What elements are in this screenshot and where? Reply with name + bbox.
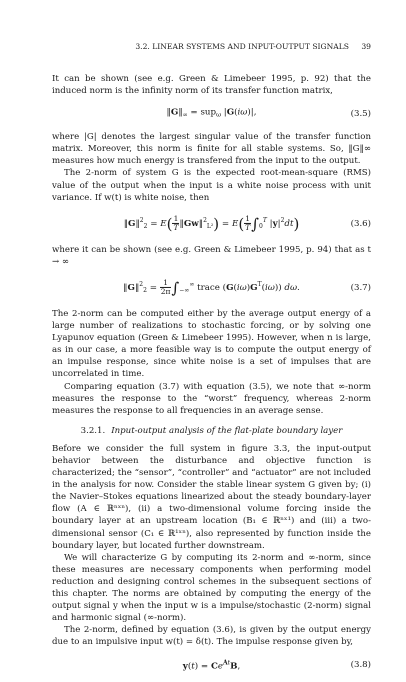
paragraph: It can be shown (see e.g. Green & Limebeer 1995, p. 92) that the induced norm is the infinity norm of its transfer function matrix,	[52, 74, 371, 97]
running-header	[52, 41, 371, 53]
equation-3-8	[52, 648, 371, 682]
equation-number: (3.5)	[350, 109, 371, 120]
paragraph: We will characterize G by computing its 2-norm and ∞-norm, since these measures are necessary components when performing model reduction and designing control schemes in the subsequent sections of this chapter. The norms are obtained by computing the energy of the output signal y when the input w is a impulse/stochastic (2-norm) signal and harmonic signal (∞-norm).	[52, 552, 371, 624]
equation-expression: ‖G‖$^2_2$ = E( $\frac{1}{T}$ ‖Gw‖$^2_{L^2}$) = E( $\frac{1}{T}$ $\int_0^T$ $|y|^2dt$)	[123, 213, 300, 233]
paragraph: Comparing equation (3.7) with equation (3.5), we note that ∞-norm measures the response to the “worst” frequency, whereas 2-norm measures the response to all frequencies in an average sense.	[52, 381, 371, 416]
page-number: 39	[361, 42, 371, 51]
equation-number: (3.6)	[350, 218, 371, 229]
header-section-title: 3.2. LINEAR SYSTEMS AND INPUT-OUTPUT SIGNALS	[135, 42, 349, 51]
equation-3-6	[52, 204, 371, 244]
equation-expression: $y(t) = Ce^{At}B$,	[182, 659, 241, 672]
paragraph: The 2-norm of system G is the expected root-mean-square (RMS) value of the output when the input is a white noise process with unit variance. If w(t) is white noise, then	[52, 168, 371, 203]
paragraph: where it can be shown (see e.g. Green & Limebeer 1995, p. 94) that as t → ∞	[52, 244, 371, 267]
paragraph: The 2-norm, defined by equation (3.6), is given by the output energy due to an impulsive input w(t) = δ(t). The impulse response given by,	[52, 625, 371, 648]
subsection-heading	[52, 425, 371, 437]
page-body	[52, 73, 371, 682]
equation-number: (3.8)	[350, 660, 371, 671]
equation-number: (3.7)	[350, 282, 371, 293]
paragraph: where |G| denotes the largest singular value of the transfer function matrix. Moreover, this norm is finite for all stable systems. So, ‖G‖∞ measures how much energy is transfered from the input to the output.	[52, 132, 371, 167]
subsection-number: 3.2.1.	[80, 425, 106, 436]
equation-expression: $‖G‖_\infty = sup_\omega$ |G(iω)|,	[166, 107, 257, 119]
equation-3-5	[52, 97, 371, 131]
equation-expression: ‖G‖$^2_2$ = $\frac{1}{2\pi}$ $\int_{-\infty}^\infty$ trace $(G(i\omega)G^T(i\omega))$ dω.	[123, 277, 300, 297]
paragraph: Before we consider the full system in figure 3.3, the input-output behavior between the disturbance and objective function is characterized; the “sensor”, “controller” and “actuator” are not included in the analysis for now. Consider the stable linear system G given by; (i) the Navier–Stokes equations linearized about the steady boundary-layer flow (A ∈ ℝⁿˣⁿ), (ii) a two-dimensional volume forcing inside the boundary layer at an upstream location (B₁ ∈ ℝⁿˣ¹) and (iii) a two-dimensional sensor (C₁ ∈ ℝ¹ˣⁿ), also represented by function inside the boundary layer, but located further downstream.	[52, 443, 371, 551]
subsection-title: Input-output analysis of the flat-plate boundary layer	[111, 425, 343, 436]
equation-3-7	[52, 268, 371, 308]
paragraph: The 2-norm can be computed either by the average output energy of a large number of realizations to stochastic forcing, or by solving one Lyapunov equation (Green & Limebeer 1995). However, when n is large, as in our case, a more feasible way is to compute the output energy of an impulse response, since white noise is a set of impulses that are uncorrelated in time.	[52, 308, 371, 380]
